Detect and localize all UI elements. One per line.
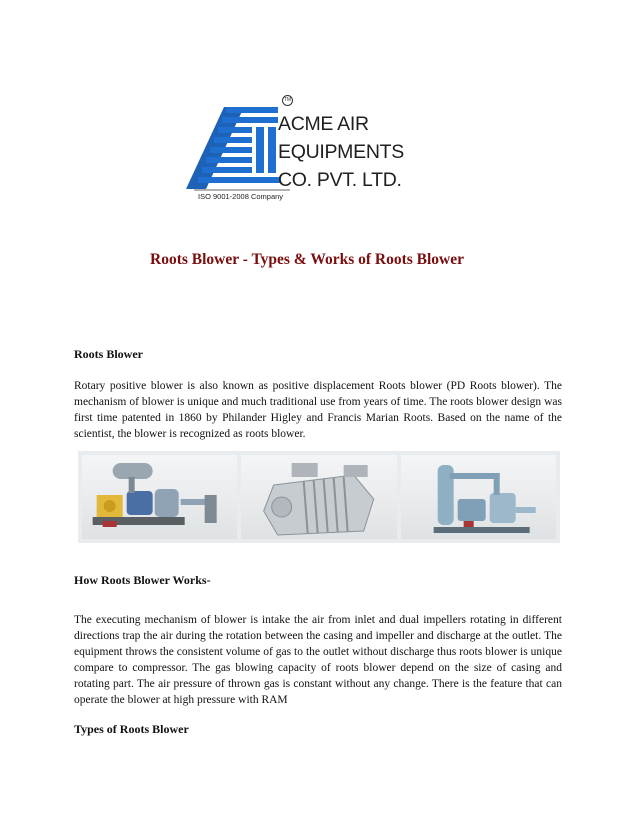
company-logo xyxy=(186,93,410,207)
product-photo-strip xyxy=(78,451,560,543)
blower-photo-1 xyxy=(82,455,237,539)
blower-unit-3-icon xyxy=(401,455,556,539)
section-body-how-it-works: The executing mechanism of blower is intake the air from inlet and dual impellers rotating in different directions trap the air during the rotation between the casing and impeller and discharge at the outlet. The equipment throws the consistent volume of gas to the outlet without discharge thus roots blower is unique compare to compressor. The gas blowing capacity of roots blower depend on the size of casing and rotating part. The air pressure of thrown gas is constant without any change. There is the feature that can operate the blower at high pressure with RAM xyxy=(74,614,562,706)
blower-photo-2 xyxy=(241,455,396,539)
logo-line-3: CO. PVT. LTD. xyxy=(278,169,402,191)
iso-label: ISO 9001-2008 Company xyxy=(198,192,284,201)
logo-line-1: ACME AIR xyxy=(278,113,369,135)
section-heading-how-it-works: How Roots Blower Works- xyxy=(74,573,211,587)
section-heading-types: Types of Roots Blower xyxy=(74,722,189,736)
section-heading-roots-blower: Roots Blower xyxy=(74,347,143,361)
blower-unit-2-icon xyxy=(241,455,396,539)
blower-unit-1-icon xyxy=(82,455,237,539)
logo-line-2: EQUIPMENTS xyxy=(278,141,404,163)
page-title: Roots Blower - Types & Works of Roots Blower xyxy=(150,251,465,268)
section-body-roots-blower: Rotary positive blower is also known as positive displacement Roots blower (PD Roots blower). The mechanism of blower is unique and much traditional use from years of time. The roots blower design was first time patented in 1860 by Philander Higley and Francis Marian Roots. Based on the name of the scientist, the blower is recognized as roots blower. xyxy=(74,380,562,440)
trademark-badge: TM xyxy=(282,95,293,106)
blower-photo-3 xyxy=(401,455,556,539)
